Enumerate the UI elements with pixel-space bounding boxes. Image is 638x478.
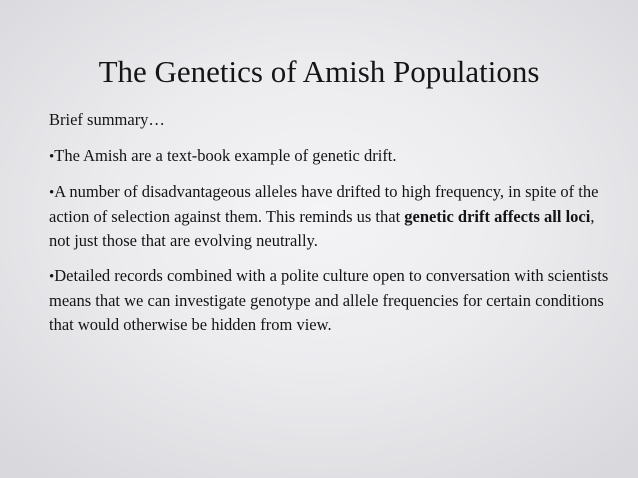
bullet-marker: • (49, 185, 55, 201)
bullet-item-1 (49, 144, 609, 169)
slide-title: The Genetics of Amish Populations (98, 54, 540, 89)
bullet-marker: • (49, 149, 55, 165)
bullet-text: Detailed records combined with a polite culture open to conversation with scientists means that we can investigate genotype and allele frequencies for certain conditions that would otherwise be hidden from view. (49, 266, 609, 334)
slide-body (49, 108, 609, 348)
bullet-text: , not just those that are evolving neutrally. (49, 207, 595, 250)
bullet-marker: • (49, 269, 55, 285)
bullet-item-3 (49, 264, 609, 337)
bullet-item-2 (49, 180, 609, 253)
bullet-bold-text: genetic drift affects all loci (404, 207, 591, 226)
bullet-text: The Amish are a text-book example of genetic drift. (54, 146, 397, 165)
summary-text: Brief summary… (49, 110, 165, 129)
bullet-text: A number of disadvantageous alleles have drifted to high frequency, in spite of the action of selection against them. This reminds us that (49, 182, 599, 226)
